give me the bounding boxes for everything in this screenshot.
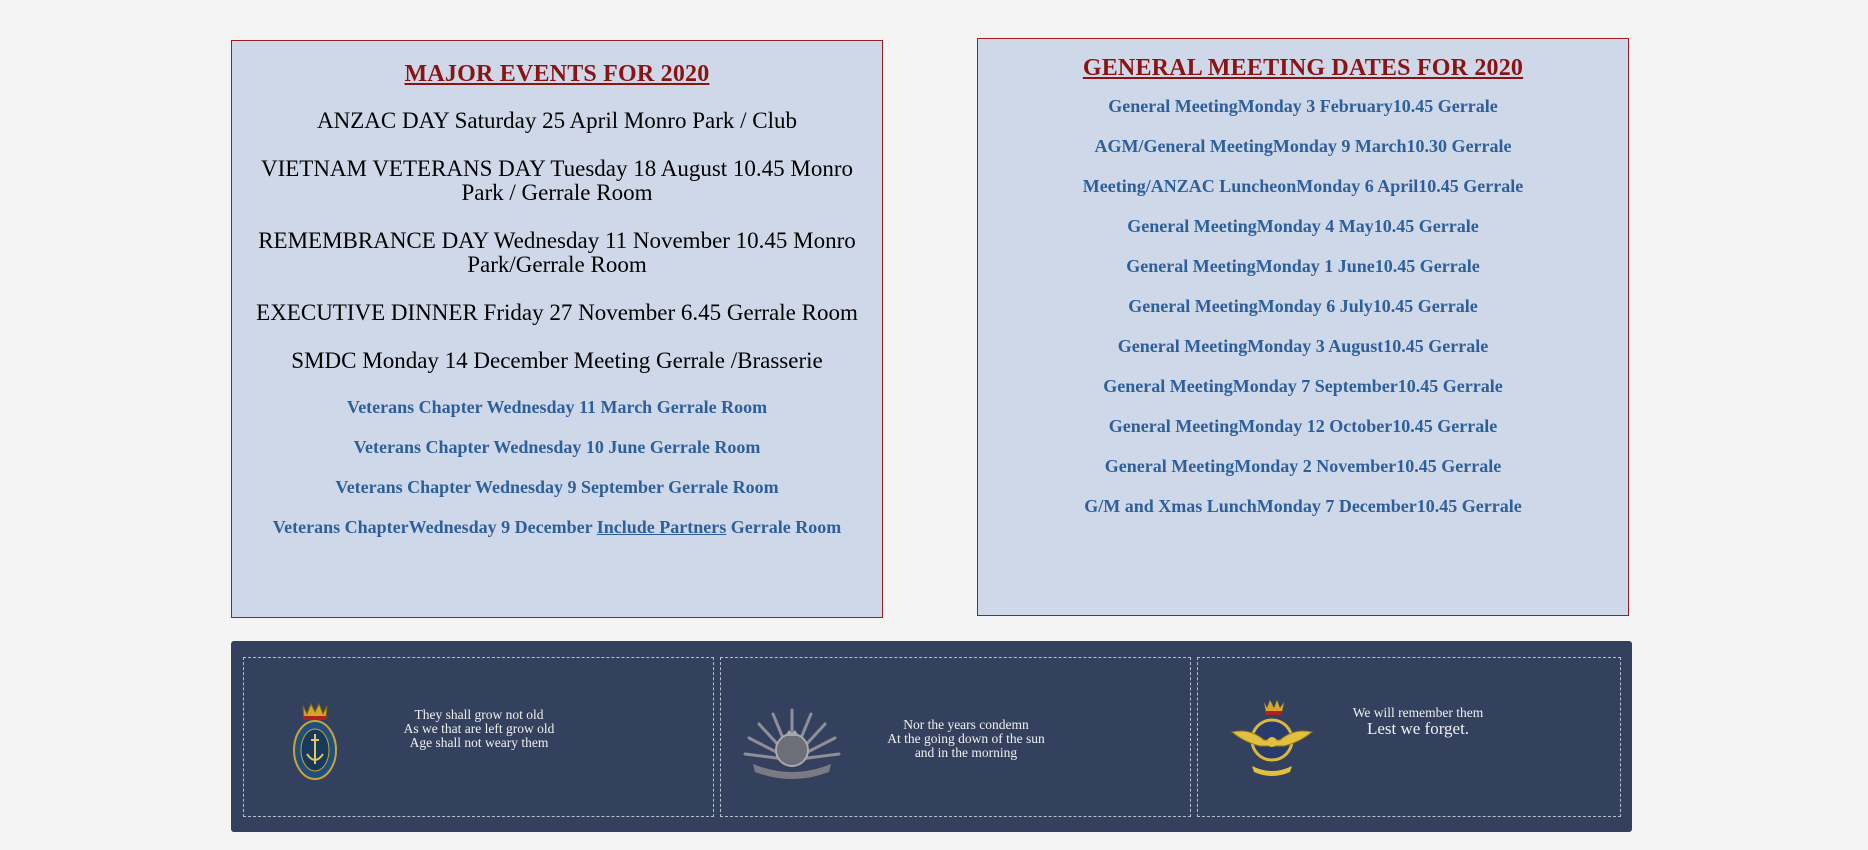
major-event-item: REMEMBRANCE DAY Wednesday 11 November 10.45 Monro Park/Gerrale Room [258,228,856,277]
army-rising-sun-icon [739,702,845,780]
major-events-list [238,109,876,397]
meeting-item: General MeetingMonday 7 September10.45 Gerrale [1103,376,1503,396]
verse-line: As we that are left grow old [403,721,555,736]
major-event-item: VIETNAM VETERANS DAY Tuesday 18 August 10.45 Monro Park / Gerrale Room [260,156,854,205]
meeting-item: General MeetingMonday 1 June10.45 Gerrale [1126,256,1480,276]
meeting-item: General MeetingMonday 2 November10.45 Gerrale [1104,456,1502,476]
footer-cell-army [720,657,1191,817]
meeting-item: General MeetingMonday 6 July10.45 Gerrale [1128,296,1478,316]
meeting-item: General MeetingMonday 3 August10.45 Gerrale [1117,336,1489,356]
verse-line: At the going down of the sun [887,731,1045,746]
footer-cell-navy [243,657,714,817]
general-meetings-title: GENERAL MEETING DATES FOR 2020 [1082,55,1524,81]
meeting-item: G/M and Xmas LunchMonday 7 December10.45 Gerrale [1084,496,1522,516]
ode-verse-1 [394,708,564,750]
veterans-chapter-item-last [232,517,882,557]
verse-line: We will remember them [1352,705,1484,720]
veterans-chapter-suffix: Gerrale Room [726,517,842,537]
major-event-item: EXECUTIVE DINNER Friday 27 November 6.45 Gerrale Room [256,300,858,325]
veterans-chapter-item: Veterans Chapter Wednesday 10 June Gerrale Room [353,437,761,457]
ode-verse-2 [881,718,1051,760]
general-meetings-panel [977,38,1629,616]
major-events-panel [231,40,883,618]
air-force-badge-icon [1230,698,1314,780]
meeting-item: General MeetingMonday 3 February10.45 Gerrale [1108,96,1498,116]
footer-cell-airforce [1197,657,1621,817]
meeting-item: Meeting/ANZAC LuncheonMonday 6 April10.45 Gerrale [1082,176,1524,196]
meeting-item: General MeetingMonday 12 October10.45 Gerrale [1108,416,1498,436]
include-partners-link[interactable]: Include Partners [596,517,727,537]
verse-line: Nor the years condemn [903,717,1029,732]
veterans-chapter-item: Veterans Chapter Wednesday 9 September Gerrale Room [335,477,779,497]
navy-badge-icon [291,700,339,782]
ode-verse-3 [1338,706,1498,738]
major-events-title: MAJOR EVENTS FOR 2020 [404,61,710,87]
veterans-chapter-text: Veterans ChapterWednesday 9 December [272,517,597,537]
meeting-item: General MeetingMonday 4 May10.45 Gerrale [1127,216,1479,236]
lest-we-forget-line: Lest we forget. [1366,719,1470,738]
ode-footer [231,641,1632,832]
verse-line: Age shall not weary them [409,735,549,750]
veterans-chapter-list [232,397,882,557]
general-meetings-list [978,96,1628,536]
veterans-chapter-item: Veterans Chapter Wednesday 11 March Gerrale Room [346,397,768,417]
meeting-item: AGM/General MeetingMonday 9 March10.30 Gerrale [1094,136,1512,156]
major-event-item: SMDC Monday 14 December Meeting Gerrale /Brasserie [291,348,823,373]
major-event-item: ANZAC DAY Saturday 25 April Monro Park / Club [316,108,797,133]
verse-line: They shall grow not old [414,707,544,722]
verse-line: and in the morning [914,745,1018,760]
